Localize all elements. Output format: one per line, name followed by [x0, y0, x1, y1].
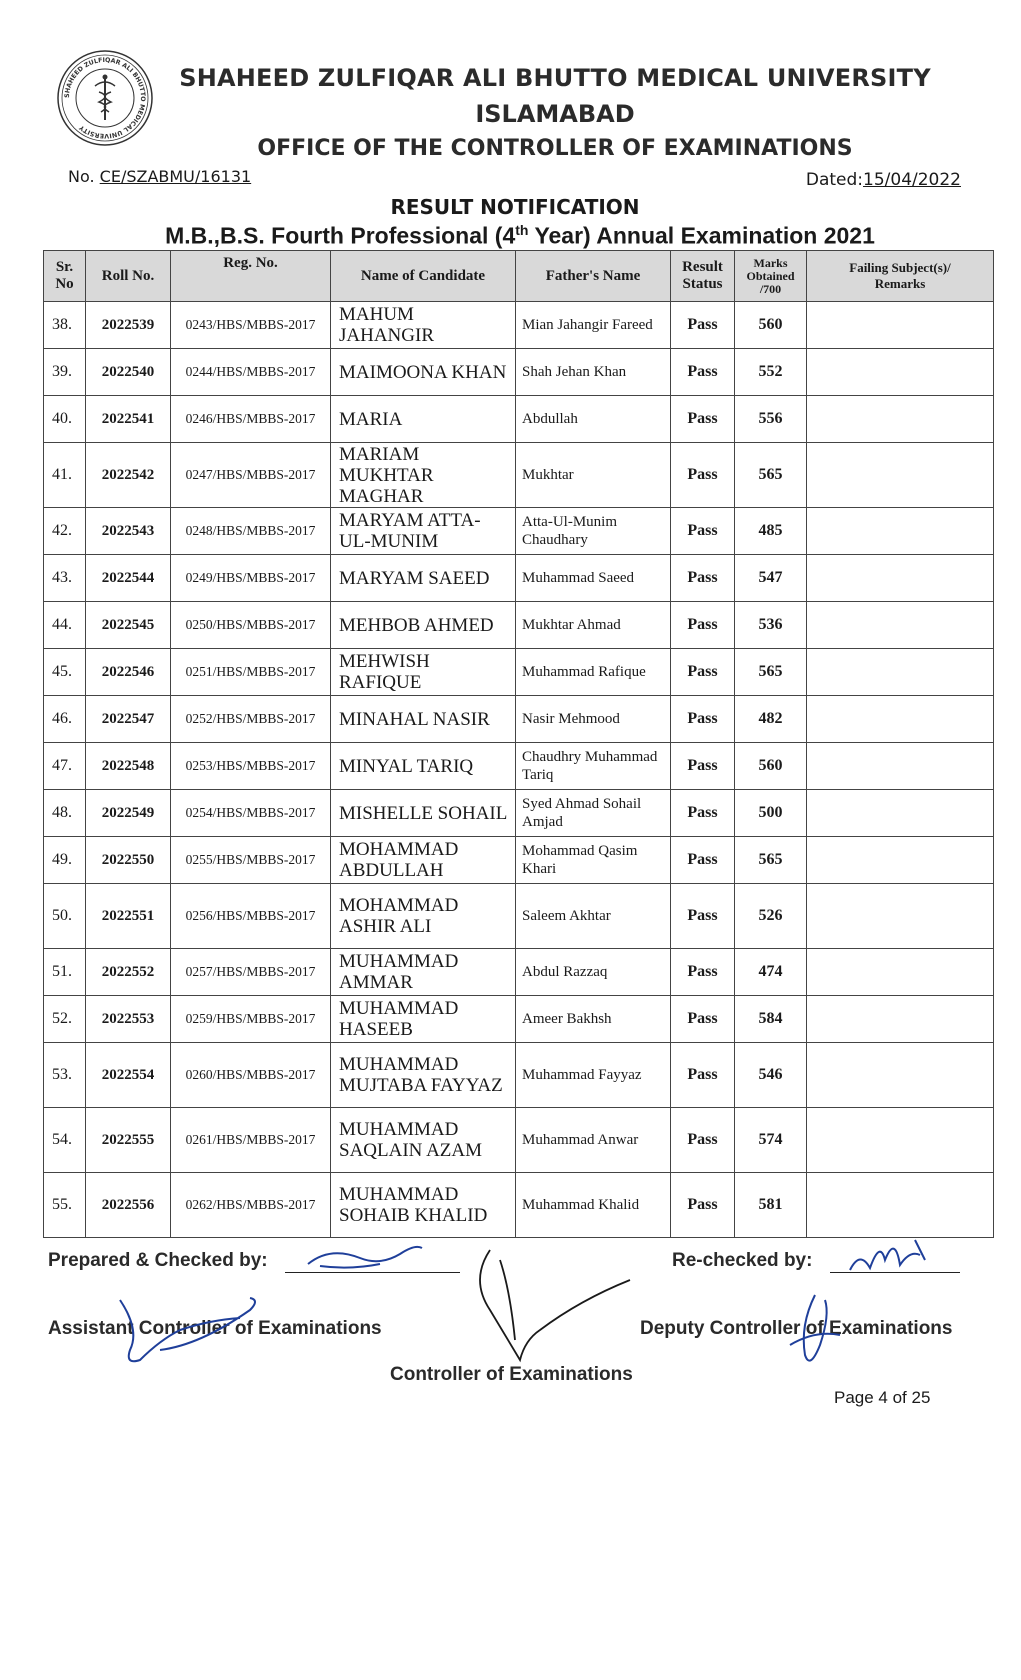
cell-reg: 0246/HBS/MBBS-2017: [171, 396, 331, 443]
cell-remarks: [807, 1043, 994, 1108]
cell-remarks: [807, 790, 994, 837]
cell-marks: 536: [735, 602, 807, 649]
cell-marks: 482: [735, 696, 807, 743]
cell-father: Muhammad Rafique: [516, 649, 671, 696]
cell-father: Ameer Bakhsh: [516, 996, 671, 1043]
table-row: [44, 443, 994, 508]
cell-reg: 0249/HBS/MBBS-2017: [171, 555, 331, 602]
rechecked-label: Re-checked by:: [672, 1250, 813, 1271]
cell-status: Pass: [671, 743, 735, 790]
cell-sr: 38.: [44, 302, 86, 349]
cell-name: MARYAM SAEED: [331, 555, 516, 602]
cell-roll: 2022555: [86, 1108, 171, 1173]
cell-roll: 2022545: [86, 602, 171, 649]
cell-sr: 41.: [44, 443, 86, 508]
cell-name: MOHAMMAD ABDULLAH: [331, 837, 516, 884]
cell-reg: 0250/HBS/MBBS-2017: [171, 602, 331, 649]
cell-father: Chaudhry Muhammad Tariq: [516, 743, 671, 790]
cell-marks: 546: [735, 1043, 807, 1108]
cell-sr: 53.: [44, 1043, 86, 1108]
header-reg: Reg. No.: [171, 251, 331, 302]
table-row: [44, 396, 994, 443]
cell-roll: 2022553: [86, 996, 171, 1043]
cell-name: MARIAM MUKHTAR MAGHAR: [331, 443, 516, 508]
assistant-controller-title: Assistant Controller of Examinations: [48, 1318, 382, 1339]
cell-sr: 46.: [44, 696, 86, 743]
cell-father: Mukhtar: [516, 443, 671, 508]
cell-status: Pass: [671, 696, 735, 743]
cell-marks: 474: [735, 949, 807, 996]
cell-remarks: [807, 602, 994, 649]
page-number: Page 4 of 25: [834, 1388, 931, 1407]
cell-remarks: [807, 649, 994, 696]
cell-name: MEHBOB AHMED: [331, 602, 516, 649]
cell-roll: 2022552: [86, 949, 171, 996]
cell-father: Abdul Razzaq: [516, 949, 671, 996]
header-father: Father's Name: [516, 251, 671, 302]
table-row: [44, 790, 994, 837]
cell-roll: 2022554: [86, 1043, 171, 1108]
cell-name: MARYAM ATTA-UL-MUNIM: [331, 508, 516, 555]
header-sr: Sr. No: [44, 251, 86, 302]
cell-status: Pass: [671, 1173, 735, 1238]
cell-status: Pass: [671, 884, 735, 949]
cell-father: Mohammad Qasim Khari: [516, 837, 671, 884]
cell-father: Muhammad Fayyaz: [516, 1043, 671, 1108]
controller-title: Controller of Examinations: [390, 1364, 633, 1385]
deputy-controller-title: Deputy Controller of Examinations: [640, 1318, 953, 1339]
cell-marks: 485: [735, 508, 807, 555]
cell-roll: 2022540: [86, 349, 171, 396]
cell-marks: 547: [735, 555, 807, 602]
cell-status: Pass: [671, 996, 735, 1043]
cell-name: MISHELLE SOHAIL: [331, 790, 516, 837]
cell-sr: 49.: [44, 837, 86, 884]
cell-marks: 574: [735, 1108, 807, 1173]
cell-roll: 2022542: [86, 443, 171, 508]
cell-father: Muhammad Anwar: [516, 1108, 671, 1173]
reference-label: No.: [68, 167, 95, 186]
header-roll: Roll No.: [86, 251, 171, 302]
cell-reg: 0257/HBS/MBBS-2017: [171, 949, 331, 996]
cell-remarks: [807, 837, 994, 884]
cell-remarks: [807, 443, 994, 508]
cell-name: MUHAMMAD AMMAR: [331, 949, 516, 996]
cell-reg: 0261/HBS/MBBS-2017: [171, 1108, 331, 1173]
results-table: [43, 250, 994, 1238]
assistant-controller-signature: [100, 1290, 270, 1370]
cell-sr: 50.: [44, 884, 86, 949]
cell-name: MUHAMMAD SOHAIB KHALID: [331, 1173, 516, 1238]
cell-sr: 42.: [44, 508, 86, 555]
cell-reg: 0252/HBS/MBBS-2017: [171, 696, 331, 743]
cell-marks: 565: [735, 837, 807, 884]
cell-marks: 581: [735, 1173, 807, 1238]
office-name: OFFICE OF THE CONTROLLER OF EXAMINATIONS: [257, 136, 853, 161]
svg-text:SHAHEED ZULFIQAR ALI BHUTTO ME: SHAHEED ZULFIQAR ALI BHUTTO MEDICAL UNIVERSITY: [63, 56, 147, 140]
cell-sr: 44.: [44, 602, 86, 649]
table-row: [44, 949, 994, 996]
cell-reg: 0247/HBS/MBBS-2017: [171, 443, 331, 508]
table-row: [44, 884, 994, 949]
cell-reg: 0259/HBS/MBBS-2017: [171, 996, 331, 1043]
header-result: Result Status: [671, 251, 735, 302]
cell-sr: 52.: [44, 996, 86, 1043]
cell-name: MINYAL TARIQ: [331, 743, 516, 790]
cell-roll: 2022550: [86, 837, 171, 884]
cell-roll: 2022541: [86, 396, 171, 443]
cell-remarks: [807, 696, 994, 743]
cell-father: Nasir Mehmood: [516, 696, 671, 743]
cell-status: Pass: [671, 602, 735, 649]
cell-reg: 0255/HBS/MBBS-2017: [171, 837, 331, 884]
cell-roll: 2022543: [86, 508, 171, 555]
table-row: [44, 1043, 994, 1108]
cell-reg: 0251/HBS/MBBS-2017: [171, 649, 331, 696]
cell-sr: 47.: [44, 743, 86, 790]
exam-title: [80, 222, 960, 250]
cell-name: MOHAMMAD ASHIR ALI: [331, 884, 516, 949]
cell-father: Shah Jehan Khan: [516, 349, 671, 396]
cell-status: Pass: [671, 837, 735, 884]
cell-reg: 0256/HBS/MBBS-2017: [171, 884, 331, 949]
date-value: 15/04/2022: [863, 170, 961, 190]
cell-status: Pass: [671, 949, 735, 996]
cell-father: Saleem Akhtar: [516, 884, 671, 949]
cell-sr: 51.: [44, 949, 86, 996]
reference-number: [68, 167, 251, 186]
cell-sr: 48.: [44, 790, 86, 837]
cell-name: MINAHAL NASIR: [331, 696, 516, 743]
cell-roll: 2022549: [86, 790, 171, 837]
table-row: [44, 349, 994, 396]
date-line: [806, 170, 961, 190]
cell-marks: 526: [735, 884, 807, 949]
cell-reg: 0243/HBS/MBBS-2017: [171, 302, 331, 349]
deputy-controller-signature: [770, 1285, 860, 1375]
cell-reg: 0254/HBS/MBBS-2017: [171, 790, 331, 837]
cell-status: Pass: [671, 1043, 735, 1108]
cell-status: Pass: [671, 302, 735, 349]
cell-name: MAHUM JAHANGIR: [331, 302, 516, 349]
cell-status: Pass: [671, 443, 735, 508]
cell-name: MARIA: [331, 396, 516, 443]
cell-marks: 565: [735, 443, 807, 508]
exam-title-text-end: Year) Annual Examination 2021: [528, 222, 875, 249]
cell-roll: 2022546: [86, 649, 171, 696]
cell-sr: 45.: [44, 649, 86, 696]
cell-father: Muhammad Khalid: [516, 1173, 671, 1238]
cell-father: Muhammad Saeed: [516, 555, 671, 602]
table-row: [44, 555, 994, 602]
cell-status: Pass: [671, 649, 735, 696]
cell-remarks: [807, 996, 994, 1043]
notification-title: RESULT NOTIFICATION: [390, 195, 640, 219]
university-seal: [55, 48, 155, 148]
cell-remarks: [807, 949, 994, 996]
cell-marks: 556: [735, 396, 807, 443]
table-row: [44, 1108, 994, 1173]
table-row: [44, 508, 994, 555]
cell-father: Mukhtar Ahmad: [516, 602, 671, 649]
cell-name: MUHAMMAD SAQLAIN AZAM: [331, 1108, 516, 1173]
cell-status: Pass: [671, 790, 735, 837]
cell-reg: 0244/HBS/MBBS-2017: [171, 349, 331, 396]
cell-father: Syed Ahmad Sohail Amjad: [516, 790, 671, 837]
prepared-signature: [300, 1236, 430, 1276]
cell-father: Atta-Ul-Munim Chaudhary: [516, 508, 671, 555]
cell-marks: 500: [735, 790, 807, 837]
cell-sr: 40.: [44, 396, 86, 443]
table-header-row: [44, 251, 994, 302]
cell-sr: 43.: [44, 555, 86, 602]
cell-status: Pass: [671, 349, 735, 396]
table-row: [44, 649, 994, 696]
table-row: [44, 302, 994, 349]
cell-remarks: [807, 555, 994, 602]
cell-sr: 55.: [44, 1173, 86, 1238]
cell-roll: 2022547: [86, 696, 171, 743]
university-name: SHAHEED ZULFIQAR ALI BHUTTO MEDICAL UNIVERSITY: [179, 64, 931, 92]
cell-reg: 0260/HBS/MBBS-2017: [171, 1043, 331, 1108]
rechecked-signature: [840, 1230, 950, 1280]
exam-title-superscript: th: [515, 222, 529, 238]
cell-reg: 0253/HBS/MBBS-2017: [171, 743, 331, 790]
cell-name: MEHWISH RAFIQUE: [331, 649, 516, 696]
cell-remarks: [807, 1173, 994, 1238]
cell-sr: 39.: [44, 349, 86, 396]
cell-father: Mian Jahangir Fareed: [516, 302, 671, 349]
cell-marks: 565: [735, 649, 807, 696]
reference-value: CE/SZABMU/16131: [99, 167, 252, 186]
cell-remarks: [807, 1108, 994, 1173]
cell-status: Pass: [671, 1108, 735, 1173]
controller-signature: [470, 1240, 640, 1370]
cell-roll: 2022551: [86, 884, 171, 949]
header-name: Name of Candidate: [331, 251, 516, 302]
cell-roll: 2022548: [86, 743, 171, 790]
cell-marks: 560: [735, 743, 807, 790]
cell-remarks: [807, 302, 994, 349]
cell-reg: 0248/HBS/MBBS-2017: [171, 508, 331, 555]
cell-remarks: [807, 349, 994, 396]
cell-reg: 0262/HBS/MBBS-2017: [171, 1173, 331, 1238]
date-label: Dated:: [805, 170, 864, 190]
university-city: ISLAMABAD: [475, 100, 635, 128]
results-body: [44, 302, 994, 1238]
table-row: [44, 1173, 994, 1238]
cell-roll: 2022544: [86, 555, 171, 602]
header-marks: Marks Obtained /700: [735, 251, 807, 302]
table-row: [44, 837, 994, 884]
cell-remarks: [807, 884, 994, 949]
exam-title-text: M.B.,B.S. Fourth Professional (4: [165, 222, 516, 249]
cell-name: MAIMOONA KHAN: [331, 349, 516, 396]
cell-status: Pass: [671, 555, 735, 602]
header-remarks: Failing Subject(s)/ Remarks: [807, 251, 994, 302]
cell-name: MUHAMMAD HASEEB: [331, 996, 516, 1043]
table-row: [44, 996, 994, 1043]
cell-marks: 584: [735, 996, 807, 1043]
table-row: [44, 743, 994, 790]
cell-marks: 560: [735, 302, 807, 349]
cell-remarks: [807, 743, 994, 790]
cell-sr: 54.: [44, 1108, 86, 1173]
table-row: [44, 696, 994, 743]
cell-roll: 2022539: [86, 302, 171, 349]
prepared-label: Prepared & Checked by:: [48, 1250, 268, 1271]
cell-name: MUHAMMAD MUJTABA FAYYAZ: [331, 1043, 516, 1108]
cell-remarks: [807, 508, 994, 555]
cell-remarks: [807, 396, 994, 443]
cell-status: Pass: [671, 396, 735, 443]
cell-father: Abdullah: [516, 396, 671, 443]
cell-roll: 2022556: [86, 1173, 171, 1238]
table-row: [44, 602, 994, 649]
cell-status: Pass: [671, 508, 735, 555]
cell-marks: 552: [735, 349, 807, 396]
